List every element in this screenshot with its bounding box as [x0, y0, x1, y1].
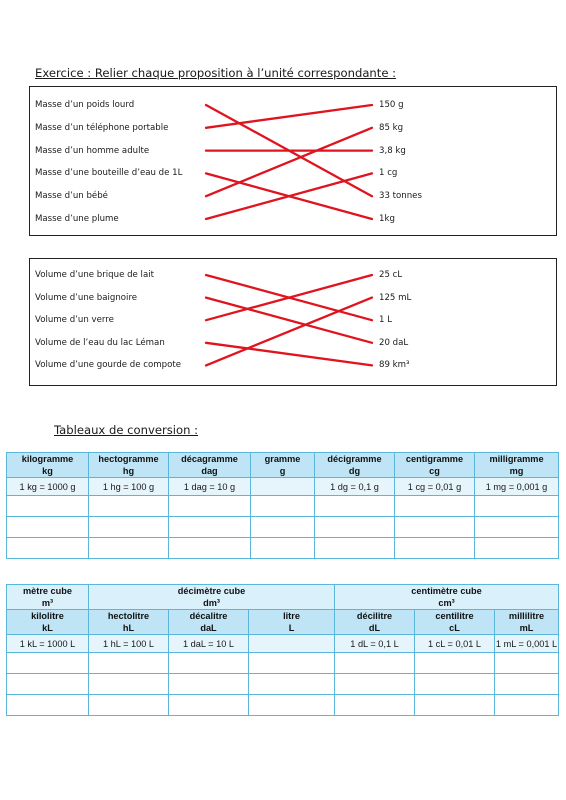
blank-cell[interactable]: [475, 517, 559, 538]
blank-cell[interactable]: [89, 496, 169, 517]
mass-proposition: Masse d’une plume: [35, 214, 119, 224]
unit-header: [169, 610, 249, 635]
conversion-cell: 1 daL = 10 L: [169, 635, 249, 653]
blank-cell[interactable]: [169, 496, 251, 517]
blank-cell[interactable]: [7, 653, 89, 674]
conversion-cell: 1 mL = 0,001 L: [495, 635, 559, 653]
mass-unit: 3,8 kg: [379, 145, 406, 156]
unit-symbol: cg: [429, 466, 440, 476]
unit-header: [89, 610, 169, 635]
blank-cell[interactable]: [251, 517, 315, 538]
mass-blank-row: [7, 517, 559, 538]
blank-cell[interactable]: [7, 674, 89, 695]
unit-symbol: dL: [368, 623, 381, 633]
exercise-title: Exercice : Relier chaque proposition à l’unité correspondante :: [35, 66, 397, 80]
unit-symbol: L: [288, 623, 295, 633]
unit-symbol: hL: [122, 623, 135, 633]
conversion-cell: 1 cg = 0,01 g: [395, 478, 475, 496]
mass-unit: 33 tonnes: [379, 191, 422, 202]
mass-unit: 150 g: [379, 100, 404, 110]
mass-conversion-table: [6, 452, 559, 559]
mass-blank-row: [7, 538, 559, 559]
unit-name: litre: [283, 611, 300, 621]
unit-header: [7, 610, 89, 635]
mass-unit: 1 cg: [379, 168, 398, 179]
blank-cell[interactable]: [249, 674, 335, 695]
blank-cell[interactable]: [395, 496, 475, 517]
conversion-cell: 1 dag = 10 g: [169, 478, 251, 496]
volume-blank-row: [7, 653, 559, 674]
unit-header: [169, 453, 251, 478]
conversion-cell: 1 dL = 0,1 L: [335, 635, 415, 653]
mass-unit: 1kg: [379, 214, 395, 224]
unit-header: [395, 453, 475, 478]
unit-name: gramme: [264, 454, 301, 464]
volume-proposition: Volume d’un verre: [35, 315, 114, 326]
blank-cell[interactable]: [335, 653, 415, 674]
conversion-cell: 1 hg = 100 g: [89, 478, 169, 496]
blank-cell[interactable]: [495, 695, 559, 716]
blank-cell[interactable]: [475, 496, 559, 517]
unit-name: hectolitre: [107, 611, 150, 621]
blank-cell[interactable]: [89, 653, 169, 674]
unit-name: hectogramme: [98, 454, 159, 464]
mass-values-row: [7, 478, 559, 496]
blank-cell[interactable]: [315, 538, 395, 559]
volume-blank-row: [7, 695, 559, 716]
unit-header: [415, 610, 495, 635]
mass-proposition: Masse d’un homme adulte: [35, 145, 150, 156]
blank-cell[interactable]: [395, 517, 475, 538]
unit-name: centilitre: [435, 611, 474, 621]
blank-cell[interactable]: [415, 653, 495, 674]
conversion-cell: 1 kg = 1000 g: [7, 478, 89, 496]
unit-symbol: dg: [348, 466, 361, 476]
unit-name: milligramme: [489, 454, 544, 464]
unit-symbol: g: [279, 466, 286, 476]
volume-proposition: Volume de l’eau du lac Léman: [35, 337, 165, 348]
conversion-cell: 1 dg = 0,1 g: [315, 478, 395, 496]
blank-cell[interactable]: [89, 695, 169, 716]
unit-symbol: mL: [519, 623, 534, 633]
volume-conversion-table: [6, 584, 559, 716]
unit-name: centigramme: [405, 454, 464, 464]
unit-header: [251, 453, 315, 478]
volume-unit: 89 km³: [379, 360, 410, 371]
unit-name: kilolitre: [31, 611, 64, 621]
mass-header-row: [7, 453, 559, 478]
blank-cell[interactable]: [335, 695, 415, 716]
mass-unit: 85 kg: [379, 122, 404, 133]
blank-cell[interactable]: [249, 695, 335, 716]
volume-unit: 125 mL: [379, 292, 412, 303]
unit-symbol: kL: [42, 623, 53, 633]
tables-title: Tableaux de conversion :: [54, 423, 199, 437]
mass-proposition: Masse d’un bébé: [35, 191, 108, 202]
blank-cell[interactable]: [495, 653, 559, 674]
conversion-cell: 1 mg = 0,001 g: [475, 478, 559, 496]
volume-blank-row: [7, 674, 559, 695]
mass-proposition: Masse d’un poids lourd: [35, 100, 135, 110]
blank-cell[interactable]: [251, 496, 315, 517]
unit-name: décalitre: [189, 611, 228, 621]
conversion-cell: 1 hL = 100 L: [89, 635, 169, 653]
unit-name: décilitre: [356, 611, 393, 621]
blank-cell[interactable]: [89, 674, 169, 695]
volume-proposition: Volume d’une gourde de compote: [35, 360, 182, 371]
blank-cell[interactable]: [249, 653, 335, 674]
blank-cell[interactable]: [475, 538, 559, 559]
unit-header: [315, 453, 395, 478]
unit-name: décigramme: [327, 454, 382, 464]
mass-blank-row: [7, 496, 559, 517]
unit-header: [89, 453, 169, 478]
conversion-cell: 1 cL = 0,01 L: [415, 635, 495, 653]
blank-cell[interactable]: [251, 538, 315, 559]
unit-header: [249, 610, 335, 635]
group-dm3: décimètre cube dm³: [89, 585, 335, 610]
volume-unit: 1 L: [379, 315, 392, 326]
unit-header: [335, 610, 415, 635]
group-m3: mètre cube m³: [7, 585, 89, 610]
volume-proposition: Volume d’une brique de lait: [35, 270, 154, 280]
unit-symbol: hg: [122, 466, 135, 476]
unit-symbol: mg: [509, 466, 524, 476]
blank-cell[interactable]: [7, 517, 89, 538]
mass-proposition: Masse d’une bouteille d’eau de 1L: [35, 168, 183, 179]
blank-cell[interactable]: [315, 517, 395, 538]
unit-header: [475, 453, 559, 478]
unit-symbol: cL: [449, 623, 460, 633]
blank-cell[interactable]: [335, 674, 415, 695]
unit-symbol: kg: [42, 466, 53, 476]
conversion-cell: 1 kL = 1000 L: [7, 635, 89, 653]
volume-unit: 25 cL: [379, 270, 403, 280]
blank-cell[interactable]: [7, 538, 89, 559]
unit-symbol: daL: [200, 623, 217, 633]
conversion-cell: [249, 635, 335, 653]
blank-cell[interactable]: [169, 653, 249, 674]
unit-name: kilogramme: [21, 454, 74, 464]
blank-cell[interactable]: [415, 695, 495, 716]
blank-cell[interactable]: [169, 674, 249, 695]
volume-unit: 20 daL: [379, 337, 409, 348]
blank-cell[interactable]: [415, 674, 495, 695]
group-cm3: centimètre cube cm³: [335, 585, 559, 610]
unit-header: [495, 610, 559, 635]
blank-cell[interactable]: [7, 695, 89, 716]
volume-header-row: [7, 610, 559, 635]
blank-cell[interactable]: [169, 538, 251, 559]
blank-cell[interactable]: [395, 538, 475, 559]
unit-header: [7, 453, 89, 478]
volume-group-row: [7, 585, 559, 610]
blank-cell[interactable]: [89, 538, 169, 559]
mass-proposition: Masse d’un téléphone portable: [35, 122, 169, 133]
conversion-cell: [251, 478, 315, 496]
blank-cell[interactable]: [169, 695, 249, 716]
unit-name: décagramme: [181, 454, 238, 464]
blank-cell[interactable]: [7, 496, 89, 517]
unit-symbol: dag: [201, 466, 218, 476]
blank-cell[interactable]: [169, 517, 251, 538]
blank-cell[interactable]: [495, 674, 559, 695]
volume-values-row: [7, 635, 559, 653]
unit-name: millilitre: [508, 611, 545, 621]
volume-proposition: Volume d’une baignoire: [35, 292, 138, 303]
blank-cell[interactable]: [315, 496, 395, 517]
blank-cell[interactable]: [89, 517, 169, 538]
